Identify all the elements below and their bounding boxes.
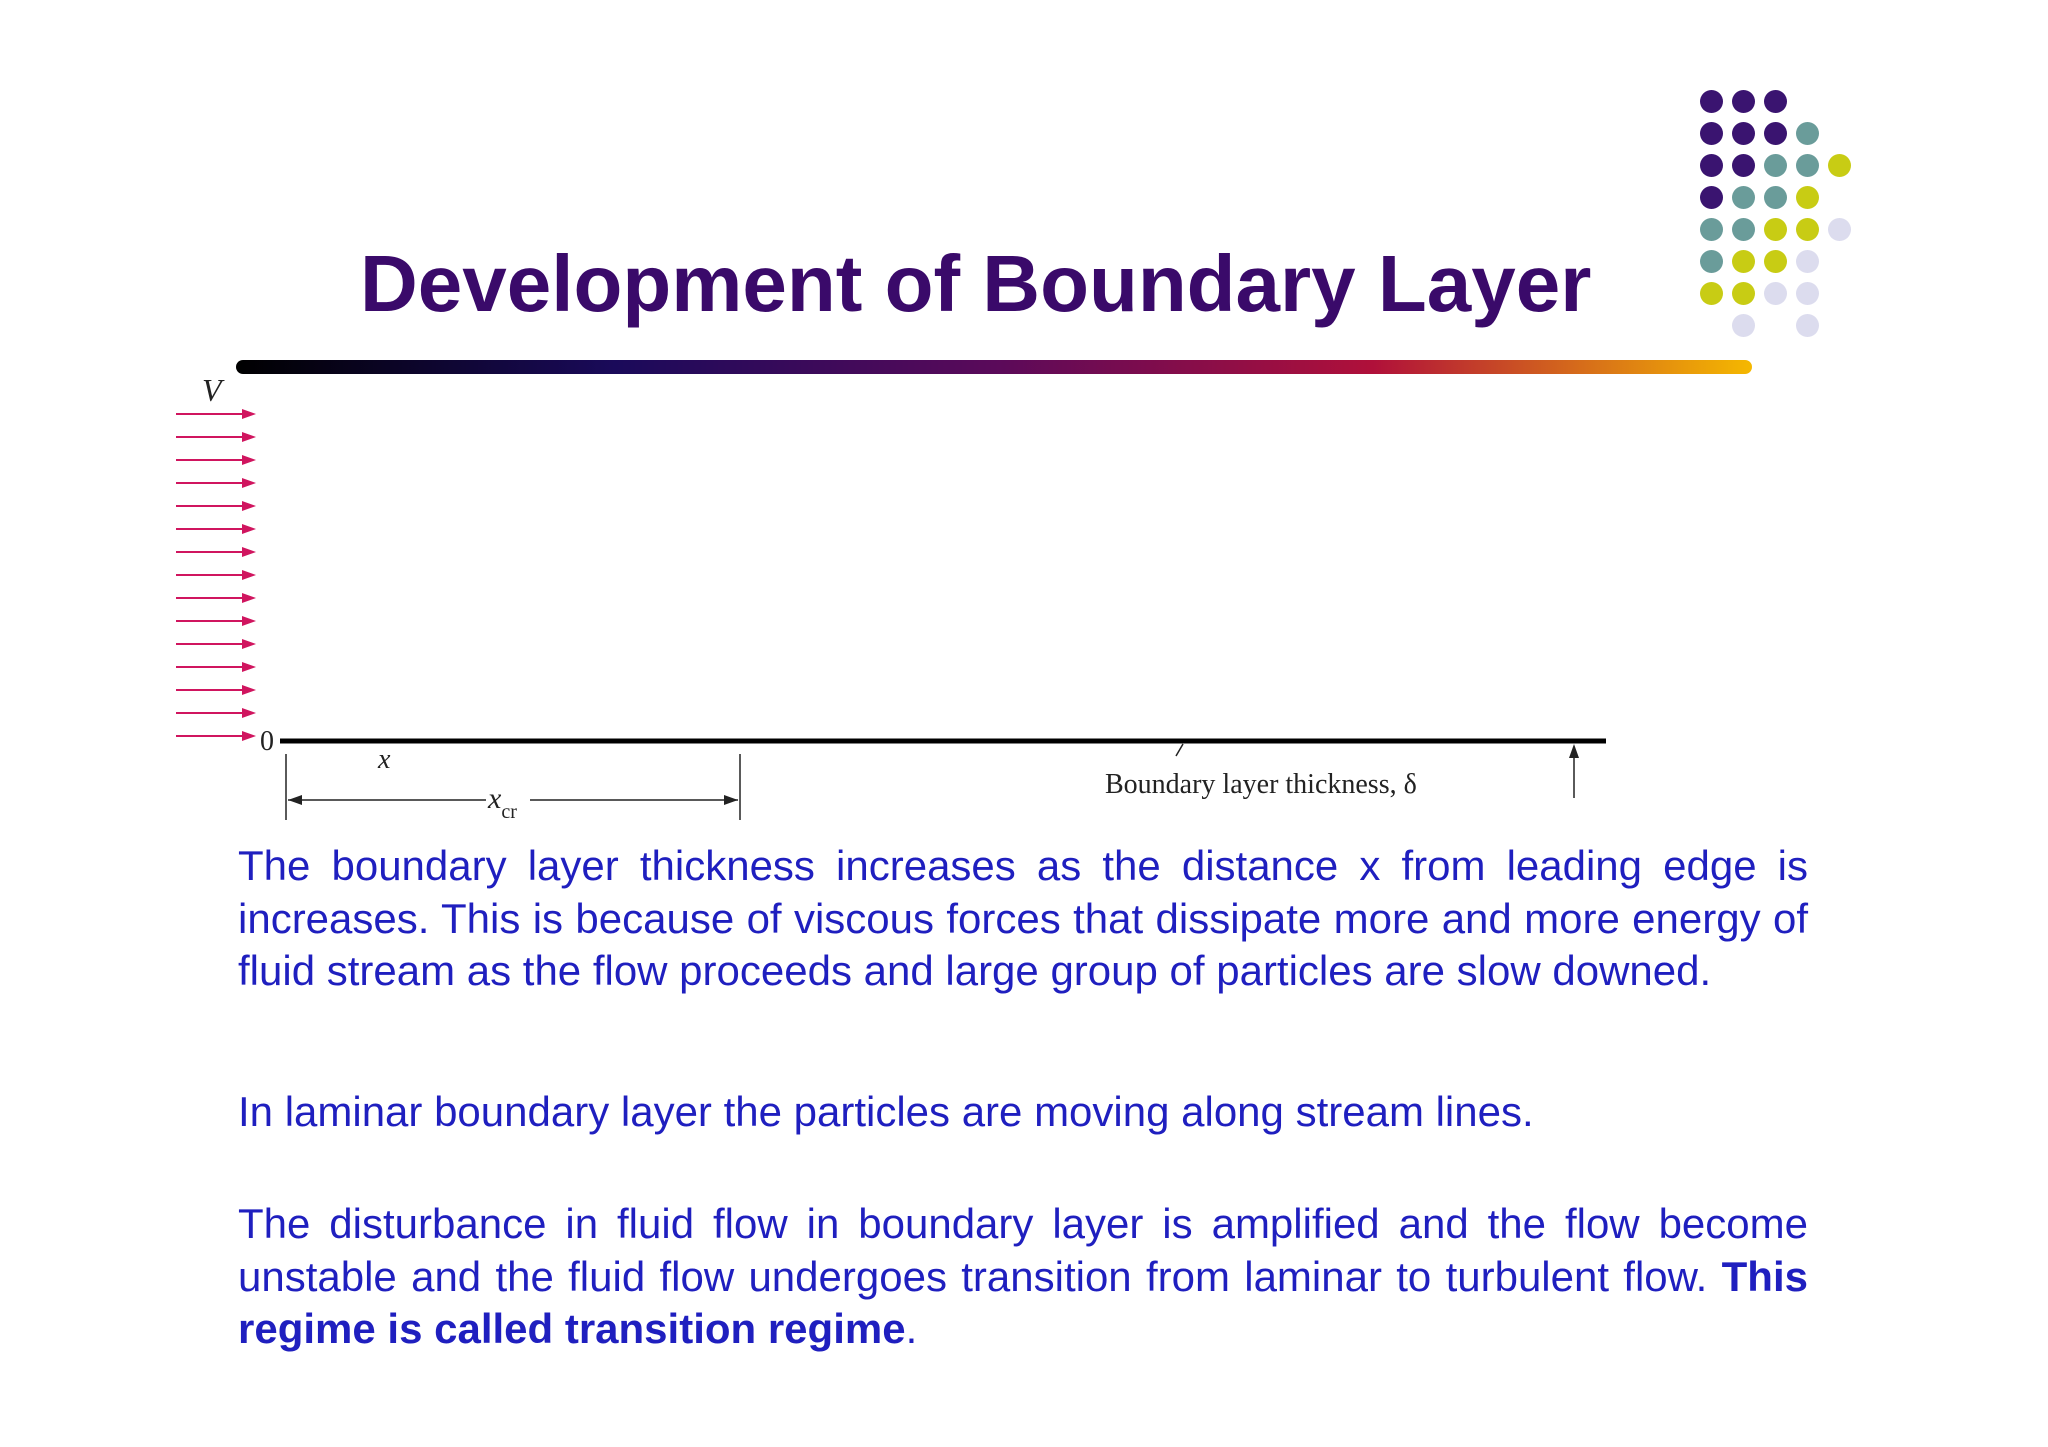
x-label: x bbox=[378, 744, 391, 775]
decoration-dot bbox=[1700, 218, 1723, 241]
velocity-arrow-head bbox=[242, 524, 256, 534]
decoration-dot bbox=[1732, 154, 1755, 177]
decoration-dot bbox=[1732, 90, 1755, 113]
decoration-dot bbox=[1764, 90, 1787, 113]
decoration-dot bbox=[1828, 218, 1851, 241]
decoration-dot bbox=[1700, 186, 1723, 209]
decoration-dot bbox=[1732, 282, 1755, 305]
decoration-dot bbox=[1700, 282, 1723, 305]
thickness-arrowhead bbox=[1569, 744, 1579, 758]
free-stream-arrows bbox=[176, 409, 256, 741]
decoration-dot bbox=[1796, 250, 1819, 273]
decoration-dot bbox=[1764, 154, 1787, 177]
decoration-dot bbox=[1796, 218, 1819, 241]
decoration-dot bbox=[1732, 250, 1755, 273]
decoration-dot bbox=[1732, 218, 1755, 241]
xcr-label-subscript: cr bbox=[501, 801, 517, 823]
paragraph-1: The boundary layer thickness increases as the distance x from leading edge is increases. This is because of viscous forces that dissipate more and more energy of fluid stream as the flow proceeds and large group of particles are slow downed. bbox=[238, 842, 1808, 994]
decoration-dot bbox=[1732, 122, 1755, 145]
velocity-arrow-head bbox=[242, 455, 256, 465]
velocity-arrow-head bbox=[242, 731, 256, 741]
velocity-arrow-head bbox=[242, 478, 256, 488]
decoration-dot bbox=[1796, 314, 1819, 337]
decoration-dot bbox=[1764, 250, 1787, 273]
decoration-dot bbox=[1828, 154, 1851, 177]
decoration-dot bbox=[1700, 154, 1723, 177]
velocity-arrow-head bbox=[242, 639, 256, 649]
velocity-arrow-head bbox=[242, 685, 256, 695]
decoration-dot bbox=[1764, 186, 1787, 209]
xcr-label-x: x bbox=[488, 782, 502, 815]
velocity-arrow-head bbox=[242, 409, 256, 419]
decoration-dot bbox=[1796, 186, 1819, 209]
paragraph-3-emphasis: This regime is called transition regime bbox=[238, 1252, 1808, 1352]
slide-title: Development of Boundary Layer bbox=[360, 239, 1592, 328]
velocity-arrow-head bbox=[242, 662, 256, 672]
velocity-arrow-head bbox=[242, 593, 256, 603]
decoration-dot bbox=[1700, 250, 1723, 273]
decoration-dot bbox=[1732, 314, 1755, 337]
velocity-arrow-head bbox=[242, 432, 256, 442]
paragraph-2: In laminar boundary layer the particles are moving along stream lines. bbox=[238, 1088, 1534, 1135]
thickness-label: Boundary layer thickness, δ bbox=[1105, 769, 1417, 800]
xcr-right-arrowhead bbox=[724, 795, 738, 805]
xcr-left-arrowhead bbox=[288, 795, 302, 805]
paragraph-3-end: . bbox=[905, 1305, 918, 1352]
velocity-arrow-head bbox=[242, 570, 256, 580]
decoration-dot bbox=[1764, 218, 1787, 241]
origin-label: 0 bbox=[260, 726, 274, 757]
velocity-arrow-head bbox=[242, 616, 256, 626]
decoration-dot bbox=[1764, 282, 1787, 305]
velocity-arrow-head bbox=[242, 708, 256, 718]
decoration-dot bbox=[1764, 122, 1787, 145]
decoration-dot bbox=[1796, 154, 1819, 177]
decoration-dot bbox=[1796, 282, 1819, 305]
decoration-dot bbox=[1700, 90, 1723, 113]
dot-grid-decoration bbox=[1700, 90, 1880, 350]
paragraph-3 bbox=[238, 1198, 1808, 1356]
paragraph-3-text: The disturbance in fluid flow in boundary layer is amplified and the flow become unstable and the fluid flow undergoes transition from laminar to turbulent flow. bbox=[238, 1200, 1808, 1300]
decoration-dot bbox=[1700, 122, 1723, 145]
decoration-dot bbox=[1796, 122, 1819, 145]
title-underline-rule bbox=[236, 360, 1752, 374]
velocity-arrow-head bbox=[242, 547, 256, 557]
velocity-arrow-head bbox=[242, 501, 256, 511]
boundary-layer-diagram bbox=[170, 374, 1630, 834]
leader-line bbox=[1176, 744, 1183, 756]
decoration-dot bbox=[1732, 186, 1755, 209]
xcr-label bbox=[487, 782, 517, 823]
velocity-label: V bbox=[202, 374, 222, 408]
